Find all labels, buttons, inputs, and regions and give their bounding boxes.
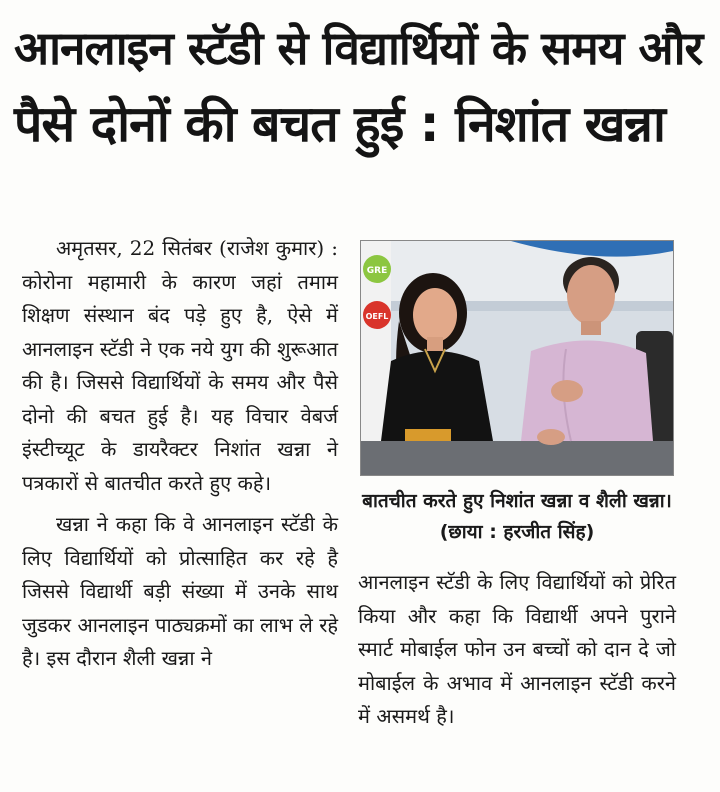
news-photo bbox=[360, 240, 674, 476]
photo-badge-1: GRE bbox=[366, 266, 388, 276]
photo-caption: बातचीत करते हुए निशांत खन्ना व शैली खन्ना। (छाया : हरजीत सिंह) bbox=[362, 490, 672, 543]
article-paragraph-2: खन्ना ने कहा कि वे आनलाइन स्टॅडी के लिए विद्यार्थियों को प्रोत्साहित कर रहे है जिससे विद्यार्थी बड़ी संख्या में उनके साथ जुडकर आनलाइन पाठ्यक्रमों का लाभ ले रहे है। इस दौरान शैली खन्ना ने bbox=[22, 512, 338, 670]
photo-illustration bbox=[361, 241, 673, 475]
headline-line-2: पैसे दोनों की बचत हुई : निशांत खन्ना bbox=[14, 95, 665, 153]
headline-line-1: आनलाइन स्टॅडी से विद्यार्थियों के समय और bbox=[14, 21, 703, 75]
article-paragraph-1: अमृतसर, 22 सितंबर (राजेश कुमार) : कोरोना महामारी के कारण जहां तमाम शिक्षण संस्थान बंद पड़े हुए है, ऐसे में आनलाइन स्टॅडी ने एक नये युग की शुरूआत की है। जिससे विद्यार्थियों के समय और पैसे दोनो की बचत हुई है। यह विचार वेबर्ज इंस्टीच्यूट के डायरैक्टर निशांत खन्ना ने पत्रकारों से बातचीत करते हुए कहे। bbox=[22, 236, 338, 495]
article-paragraph-3: आनलाइन स्टॅडी के लिए विद्यार्थियों को प्रेरित किया और कहा कि विद्यार्थी अपने पुराने स्मार्ट मोबाईल फोन उन बच्चों को दान दे जो मोबाईल के अभाव में आनलाइन स्टॅडी करने में असमर्थ है। bbox=[358, 570, 676, 728]
headline bbox=[14, 10, 710, 162]
article-left-column bbox=[22, 232, 338, 676]
article-right-column bbox=[358, 566, 676, 734]
photo-badge-2: OEFL bbox=[365, 312, 389, 321]
